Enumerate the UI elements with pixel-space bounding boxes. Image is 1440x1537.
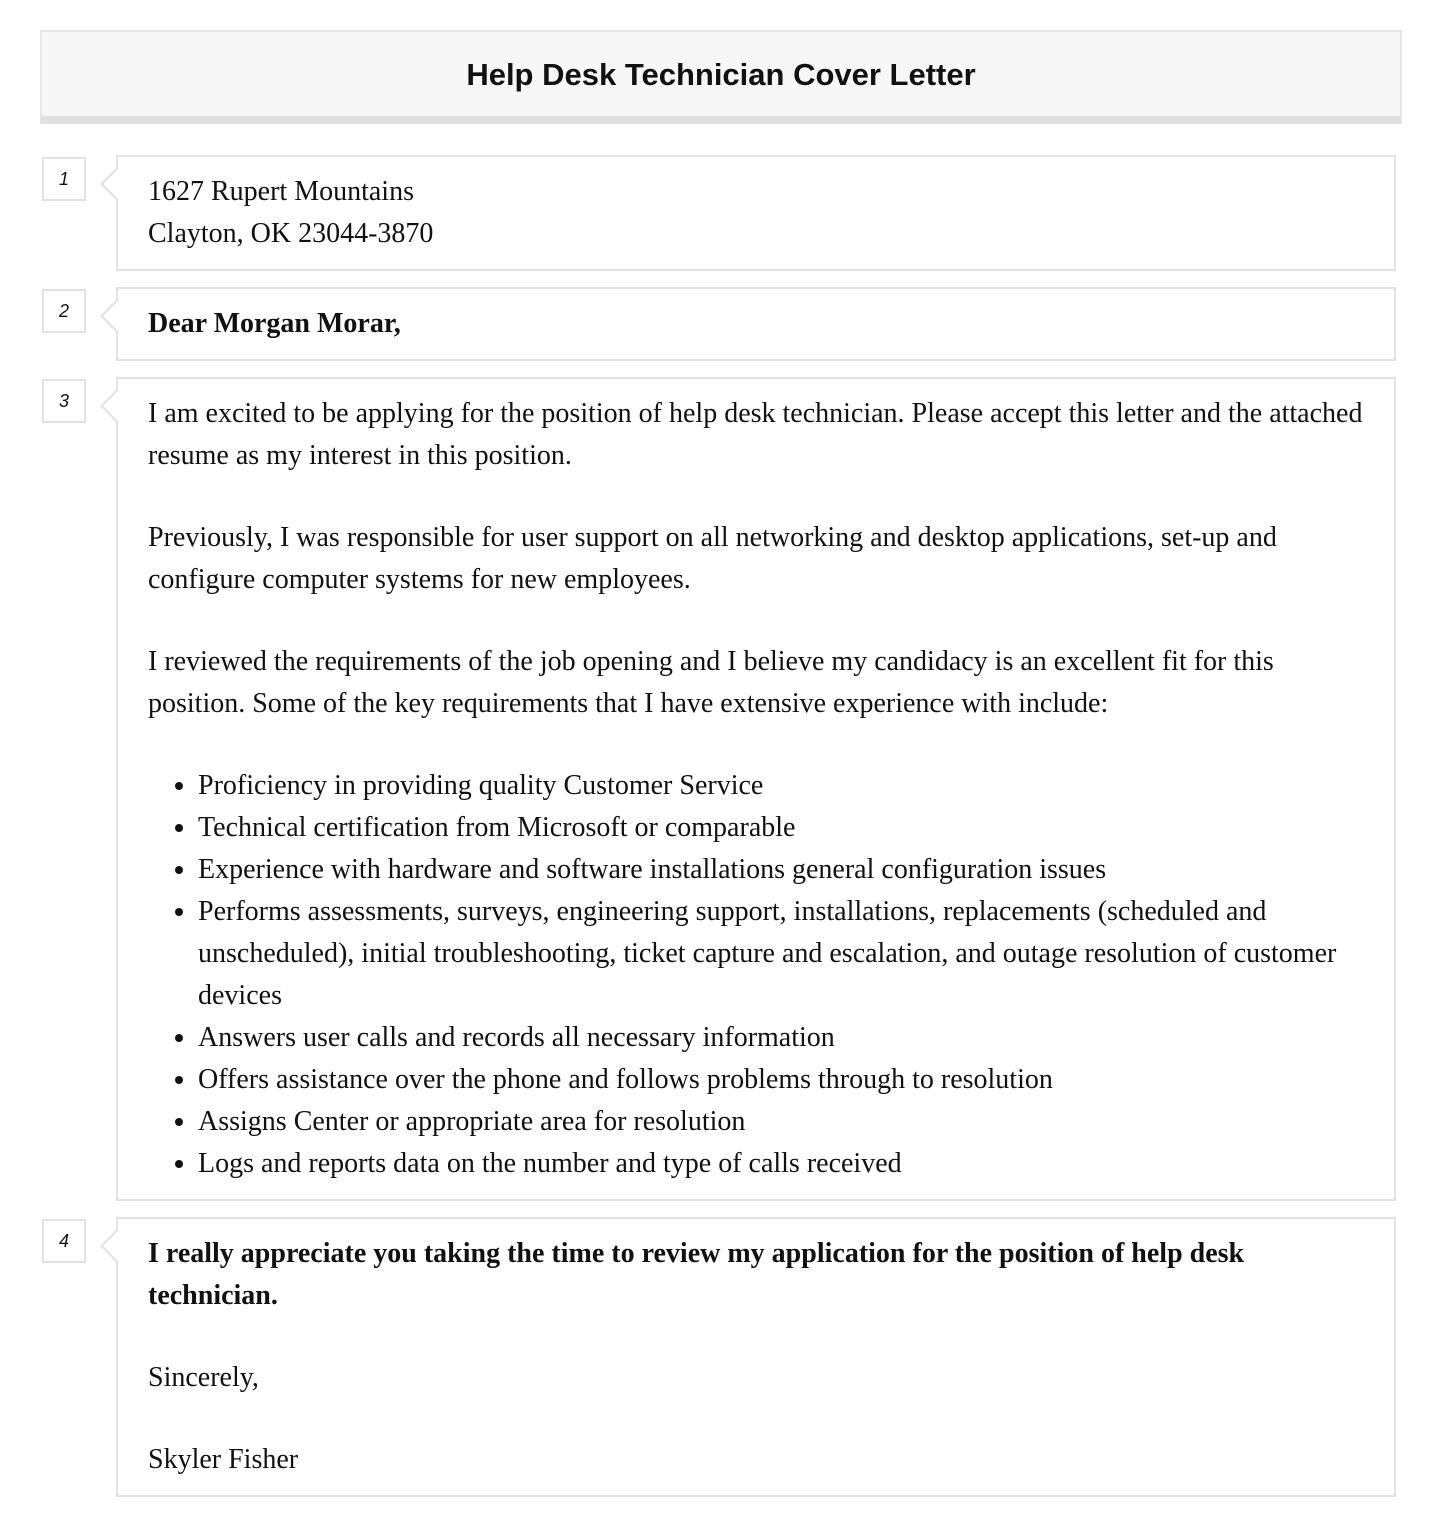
- list-item: • Proficiency in providing quality Customer Service: [198, 765, 1364, 807]
- address-line-1: 1627 Rupert Mountains: [148, 176, 414, 207]
- section-number-2: 2: [42, 289, 86, 333]
- body-paragraph-2: Previously, I was responsible for user support on all networking and desktop applications, set-up and configure computer systems for new employees.: [148, 522, 1277, 595]
- section-number-1: 1: [42, 157, 86, 201]
- closing-section: [116, 1217, 1396, 1497]
- requirements-list: [148, 765, 1364, 1185]
- list-item: • Performs assessments, surveys, engineering support, installations, replacements (scheduled and unscheduled), initial troubleshooting, ticket capture and escalation, and outage resolution of customer devices: [198, 891, 1364, 1017]
- body-section: [116, 377, 1396, 1201]
- address-line-2: Clayton, OK 23044-3870: [148, 218, 434, 249]
- section-number-4: 4: [42, 1219, 86, 1263]
- sign-off: Sincerely,: [148, 1362, 259, 1393]
- address-section: [116, 155, 1396, 271]
- section-number-3: 3: [42, 379, 86, 423]
- signature-name: Skyler Fisher: [148, 1444, 299, 1475]
- list-item: • Offers assistance over the phone and follows problems through to resolution: [198, 1059, 1364, 1101]
- greeting: Dear Morgan Morar,: [148, 308, 401, 339]
- closing-statement: I really appreciate you taking the time to review my application for the position of help desk technician.: [148, 1238, 1245, 1311]
- greeting-section: [116, 287, 1396, 361]
- list-item: • Technical certification from Microsoft or comparable: [198, 807, 1364, 849]
- list-item: • Answers user calls and records all necessary information: [198, 1017, 1364, 1059]
- body-paragraph-3: I reviewed the requirements of the job opening and I believe my candidacy is an excellent fit for this position. Some of the key requirements that I have extensive experience with include:: [148, 646, 1274, 719]
- list-item: • Assigns Center or appropriate area for resolution: [198, 1101, 1364, 1143]
- page-title: Help Desk Technician Cover Letter: [466, 57, 976, 92]
- list-item: • Experience with hardware and software installations general configuration issues: [198, 849, 1364, 891]
- list-item: • Logs and reports data on the number and type of calls received: [198, 1143, 1364, 1185]
- document-header: [40, 30, 1402, 124]
- body-paragraph-1: I am excited to be applying for the position of help desk technician. Please accept this letter and the attached resume as my interest in this position.: [148, 398, 1363, 471]
